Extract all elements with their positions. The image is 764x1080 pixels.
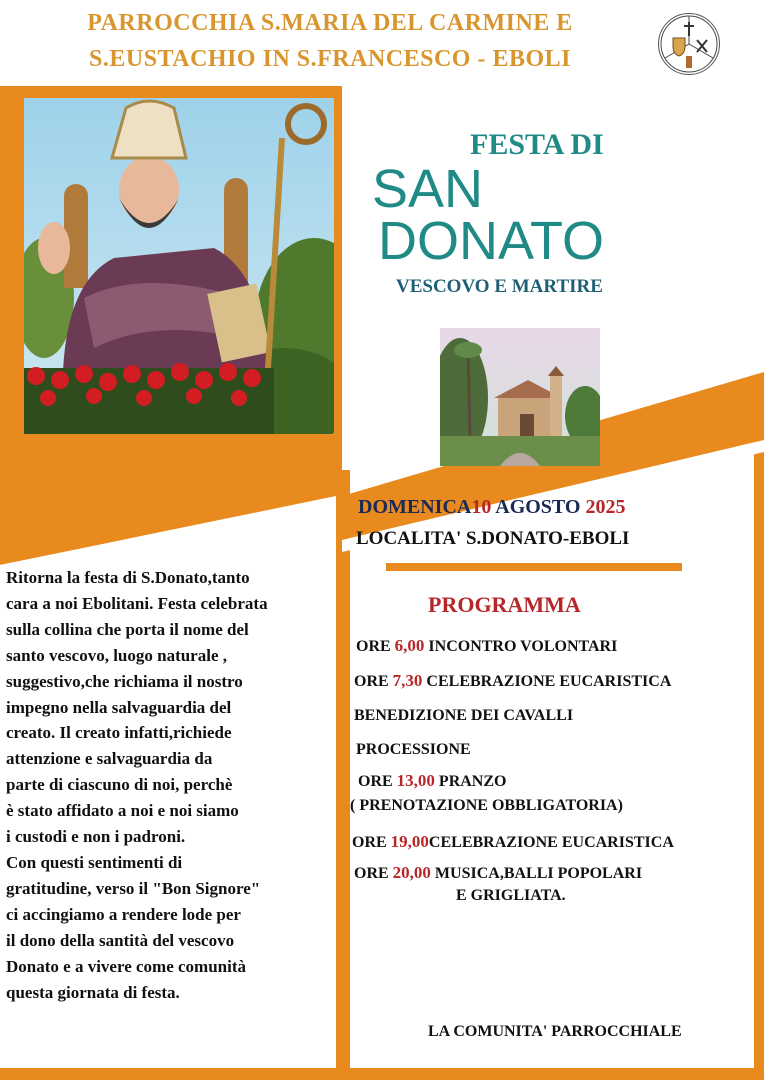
program-item: ORE 20,00 MUSICA,BALLI POPOLARI <box>354 863 643 882</box>
parish-seal-icon <box>658 13 720 75</box>
program-item: BENEDIZIONE DEI CAVALLI <box>354 707 574 724</box>
title-subtitle: VESCOVO E MARTIRE <box>396 276 603 297</box>
event-year: 2025 <box>585 496 626 518</box>
event-day: DOMENICA <box>358 496 472 518</box>
program-item: E GRIGLIATA. <box>456 887 566 904</box>
program-item: ( PRENOTAZIONE OBBLIGATORIA) <box>350 797 623 814</box>
program-item: ORE 7,30 CELEBRAZIONE EUCARISTICA <box>354 671 672 690</box>
program-item: ORE 19,00CELEBRAZIONE EUCARISTICA <box>352 832 674 851</box>
event-location: LOCALITA' S.DONATO-EBOLI <box>356 528 630 549</box>
program-item: ORE 6,00 INCONTRO VOLONTARI <box>356 636 618 655</box>
header-line-2: S.EUSTACHIO IN S.FRANCESCO - EBOLI <box>89 46 571 72</box>
title-festa-di: FESTA DI <box>470 128 604 161</box>
header-line-1: PARROCCHIA S.MARIA DEL CARMINE E <box>87 10 573 36</box>
signature: LA COMUNITA' PARROCCHIALE <box>428 1023 682 1040</box>
saint-statue-photo <box>24 98 334 434</box>
programma-title: PROGRAMMA <box>428 592 581 617</box>
program-item: PROCESSIONE <box>356 741 471 758</box>
event-month: AGOSTO <box>495 496 581 518</box>
church-painting-photo <box>440 328 600 466</box>
program-item: ORE 13,00 PRANZO <box>358 771 507 790</box>
event-date-number: 10 <box>471 496 492 518</box>
event-date <box>358 496 625 519</box>
description-paragraph: Ritorna la festa di S.Donato,tanto cara a noi Ebolitani. Festa celebrata sulla collina che porta il nome del santo vescovo, luogo naturale , suggestivo,che richiama il nostro impegno nella salvaguardia del creato. Il creato infatti,richiede attenzione e salvaguardia da parte di ciascuno di noi, perchè è stato affidato a noi e noi siamo i custodi e non i padroni. Con questi sentimenti di gratitudine, verso il "Bon Signore" ci accingiamo a rendere lode per il dono della santità del vescovo Donato e a vivere come comunità questa giornata di festa. <box>6 568 268 1002</box>
title-san: SAN <box>372 159 484 219</box>
title-donato: DONATO <box>378 211 605 271</box>
orange-divider <box>386 563 682 571</box>
